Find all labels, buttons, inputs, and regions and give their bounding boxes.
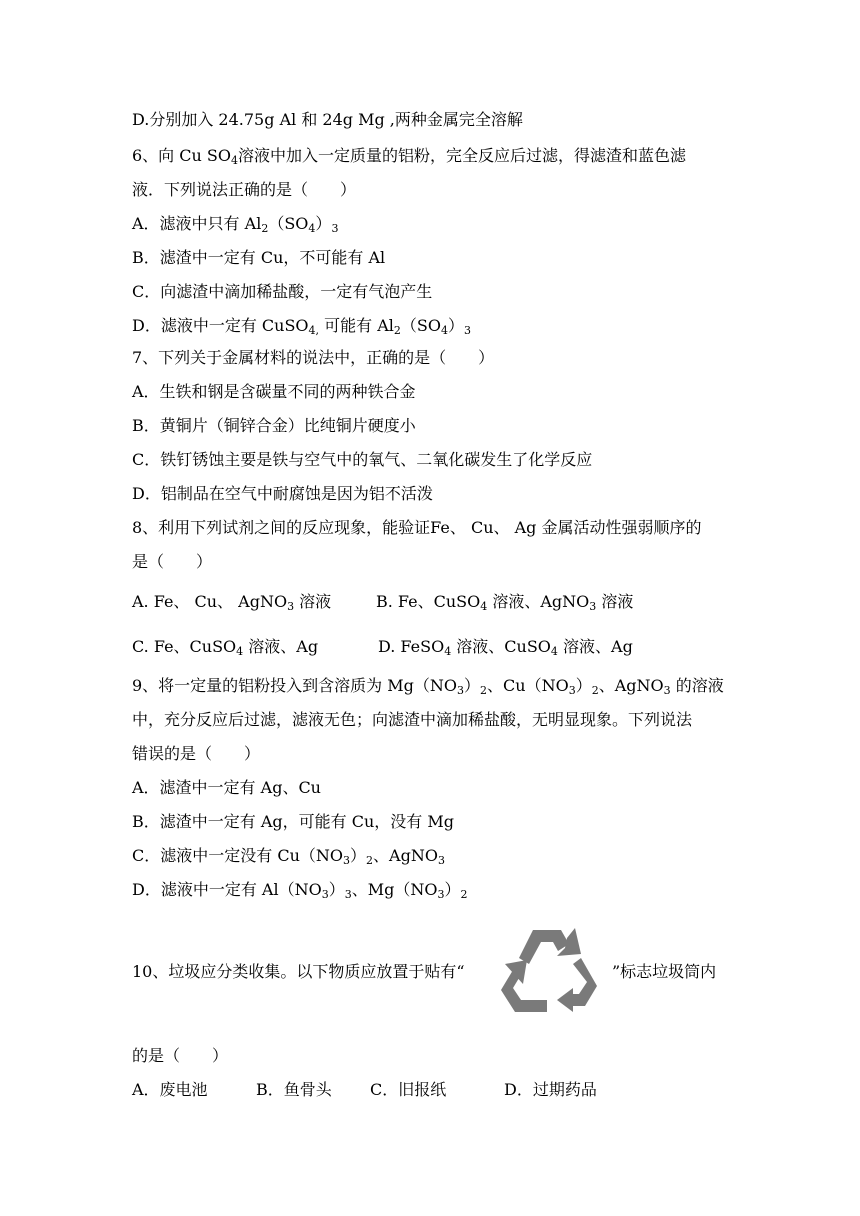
q6-option-d: D．滤液中一定有 CuSO$_{4,}$ 可能有 $Al_2(SO_4)_3$ (132, 316, 472, 337)
q8-option-a: A. Fe、 Cu、 AgNO$_3$ 溶液 (132, 592, 332, 613)
q10-option-d: D．过期药品 (504, 1080, 597, 1099)
q6-stem-line1: 6、向 Cu $SO_4$溶液中加入一定质量的铝粉，完全反应后过滤，得滤渣和蓝色滤 (132, 146, 686, 167)
q8-option-c: C. Fe、CuSO$_4$ 溶液、Ag (132, 637, 319, 658)
q8-option-b: B. Fe、CuSO$_4$ 溶液、AgNO$_3$ 溶液 (376, 592, 634, 613)
q10-stem-part2: ”标志垃圾筒内 (612, 962, 717, 981)
q9-option-d: D．滤液中一定有 $Al(NO_3)_3$、$Mg(NO_3)_2$ (132, 880, 468, 901)
q9-stem-line2: 中，充分反应后过滤，滤液无色；向滤渣中滴加稀盐酸，无明显现象。下列说法 (132, 710, 693, 729)
q8-option-d: D. FeSO$_4$ 溶液、CuSO$_4$ 溶液、Ag (378, 637, 633, 658)
q9-stem-line3: 错误的是（ ） (132, 744, 261, 763)
q5-option-d: D.分别加入 24.75g Al 和 24g Mg ,两种金属完全溶解 (132, 110, 523, 129)
q10-option-c: C．旧报纸 (370, 1080, 447, 1099)
q10-stem-part1: 10、垃圾应分类收集。以下物质应放置于贴有“ (132, 962, 465, 981)
q9-option-a: A．滤渣中一定有 Ag、Cu (132, 778, 321, 797)
q7-stem: 7、下列关于金属材料的说法中，正确的是（ ） (132, 348, 495, 367)
q6-stem-line2: 液．下列说法正确的是（ ） (132, 180, 357, 199)
q10-option-a: A．废电池 (132, 1080, 208, 1099)
q7-option-a: A．生铁和钢是含碳量不同的两种铁合金 (132, 382, 416, 401)
q7-option-d: D．铝制品在空气中耐腐蚀是因为铝不活泼 (132, 484, 433, 503)
q8-stem-line2: 是（ ） (132, 552, 213, 571)
q9-option-c: C．滤液中一定没有 $Cu(NO_3)_2$、AgNO$_3$ (132, 846, 445, 867)
q9-stem-line1: 9、将一定量的铝粉投入到含溶质为 $Mg(NO_3)_2$、$Cu(NO_3)_2$、AgNO$_3$ 的溶液 (132, 676, 724, 697)
recycle-icon (497, 924, 603, 1020)
q10-option-b: B．鱼骨头 (256, 1080, 332, 1099)
q6-option-b: B．滤渣中一定有 Cu，不可能有 Al (132, 248, 386, 267)
q6-option-a: A．滤液中只有 $Al_2(SO_4)_3$ (132, 214, 339, 235)
q6-option-c: C．向滤渣中滴加稀盐酸，一定有气泡产生 (132, 282, 433, 301)
q7-option-b: B．黄铜片（铜锌合金）比纯铜片硬度小 (132, 416, 416, 435)
q10-stem-line2: 的是（ ） (132, 1046, 229, 1065)
q9-option-b: B．滤渣中一定有 Ag，可能有 Cu，没有 Mg (132, 812, 454, 831)
q8-stem-line1: 8、利用下列试剂之间的反应现象，能验证Fe、 Cu、 Ag 金属活动性强弱顺序的 (132, 518, 702, 537)
q7-option-c: C．铁钉锈蚀主要是铁与空气中的氧气、二氧化碳发生了化学反应 (132, 450, 593, 469)
